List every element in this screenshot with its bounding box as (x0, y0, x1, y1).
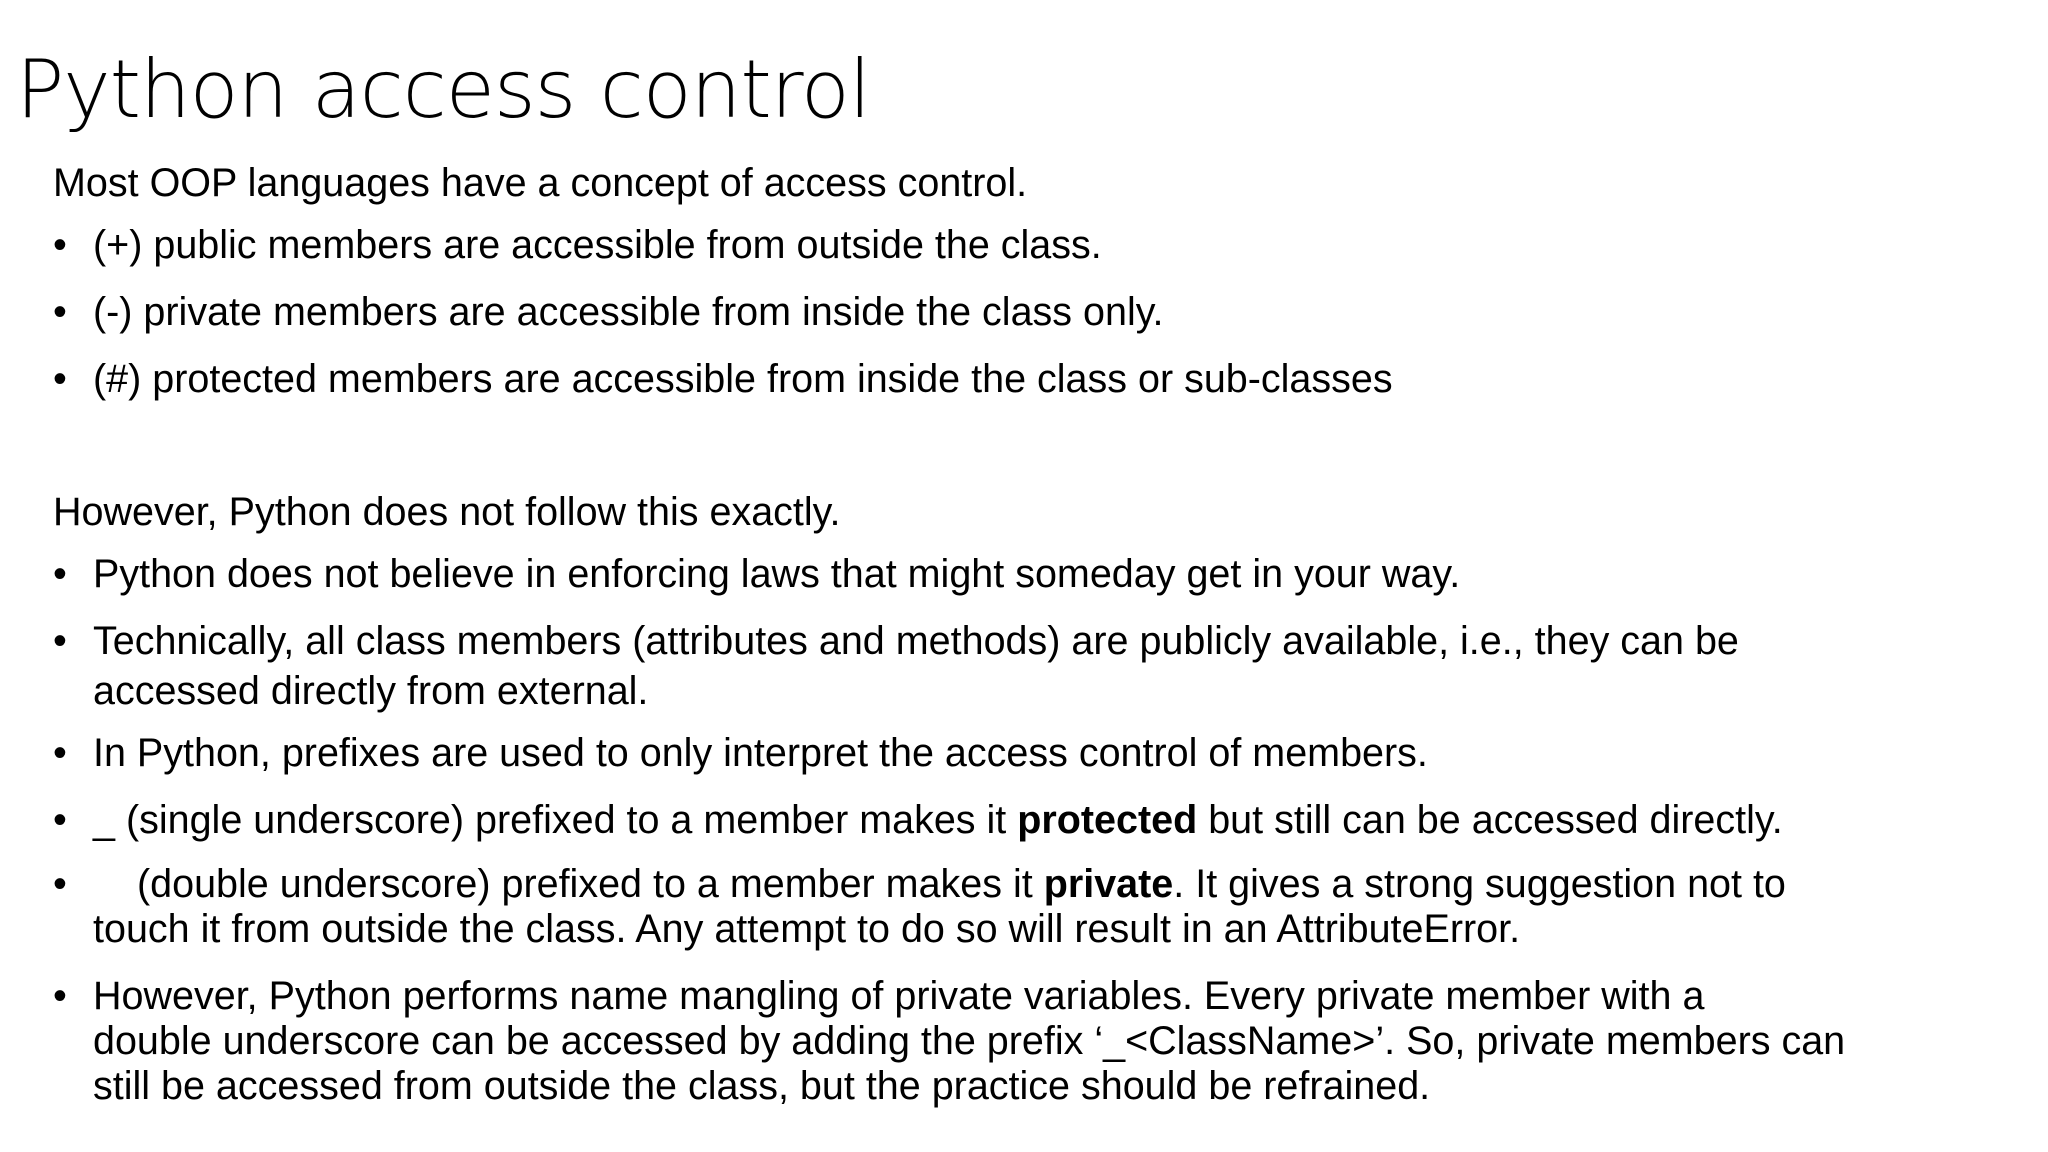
bullet-enforcing-laws (53, 549, 2013, 616)
bullet-text-line2: accessed directly from external. (93, 669, 649, 713)
bullet-text: _ (single underscore) prefixed to a member makes it (93, 798, 1018, 842)
protected-keyword: protected (1017, 798, 1198, 842)
bullet-dot: • (53, 974, 67, 1018)
slide-title: Python access control (16, 43, 871, 136)
bullet-protected (53, 354, 2013, 421)
bullet-dot: • (53, 798, 67, 842)
bullet-text: Python does not believe in enforcing laws that might someday get in your way. (93, 552, 1461, 596)
intro-python-differs: However, Python does not follow this exactly. (53, 490, 841, 534)
slide-body (53, 158, 2013, 1108)
intro-access-control: Most OOP languages have a concept of access control. (53, 161, 1028, 205)
bullet-dot: • (53, 357, 67, 401)
private-keyword: private (1043, 862, 1174, 906)
bullet-dot: • (53, 552, 67, 596)
bullet-publicly-available (53, 616, 2013, 728)
bullet-text: (#) protected members are accessible from inside the class or sub-classes (93, 357, 1393, 401)
bullet-text-line1: However, Python performs name mangling of private variables. Every private member with a (93, 974, 1705, 1018)
bullet-text: (-) private members are accessible from inside the class only. (93, 290, 1164, 334)
bullet-text-after: but still can be accessed directly. (1197, 798, 1783, 842)
bullet-text: (double underscore) prefixed to a member makes it (137, 862, 1044, 906)
bullet-dot: • (53, 223, 67, 267)
bullet-text: In Python, prefixes are used to only interpret the access control of members. (93, 731, 1428, 775)
bullet-public (53, 220, 2013, 287)
bullet-dot: • (53, 862, 67, 906)
bullet-dot: • (53, 619, 67, 663)
bullet-private (53, 287, 2013, 354)
bullet-text-line3: still be accessed from outside the class, but the practice should be refrained. (93, 1064, 1431, 1108)
bullet-text-line2: double underscore can be accessed by adding the prefix ‘_<ClassName>’. So, private members can (93, 1019, 1846, 1063)
bullet-double-underscore (53, 862, 2013, 974)
bullet-name-mangling (53, 974, 2013, 1108)
bullet-text-after: . It gives a strong suggestion not to (1173, 862, 1786, 906)
bullet-single-underscore (53, 795, 2013, 862)
bullet-text-line1: Technically, all class members (attributes and methods) are publicly available, i.e., they can be (93, 619, 1739, 663)
bullet-dot: • (53, 290, 67, 334)
bullet-dot: • (53, 731, 67, 775)
bullet-prefixes (53, 728, 2013, 795)
bullet-text-line2: touch it from outside the class. Any attempt to do so will result in an AttributeError. (93, 907, 1521, 951)
bullet-text: (+) public members are accessible from outside the class. (93, 223, 1102, 267)
